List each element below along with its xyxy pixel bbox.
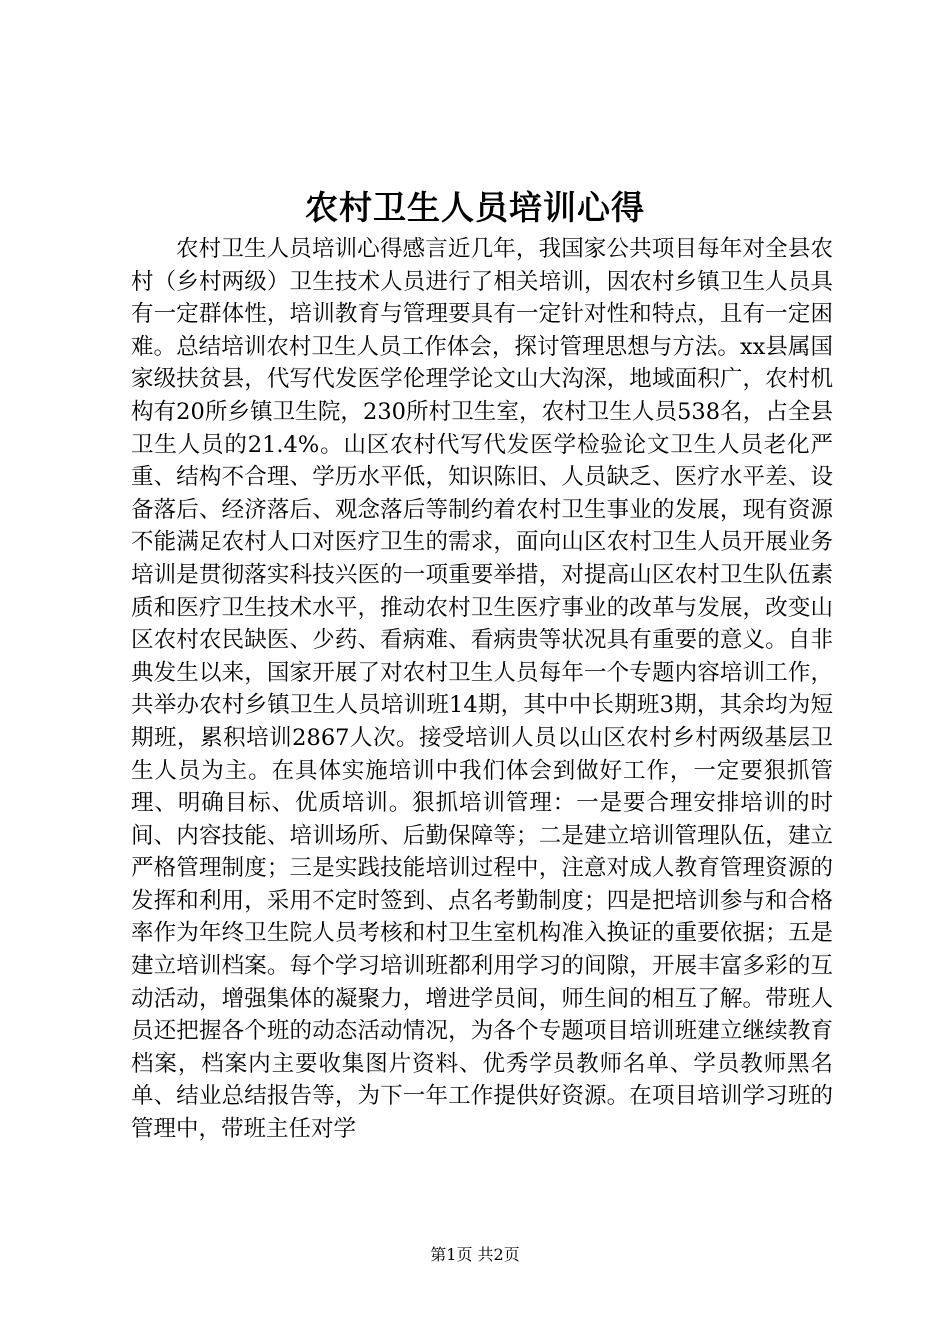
page-number: 第1页 共2页 (430, 1245, 520, 1264)
body-paragraph: 农村卫生人员培训心得感言近几年，我国家公共项目每年对全县农村（乡村两级）卫生技术人员进行了相关培训，因农村乡镇卫生人员具有一定群体性，培训教育与管理要具有一定针对性和特点，且有一定困难。总结培训农村卫生人员工作体会，探讨管理思想与方法。xx县属国家级扶贫县，代写代发医学伦理学论文山大沟深，地域面积广，农村机构有20所乡镇卫生院，230所村卫生室，农村卫生人员538名，占全县卫生人员的21.4%。山区农村代写代发医学检验论文卫生人员老化严重、结构不合理、学历水平低，知识陈旧、人员缺乏、医疗水平差、设备落后、经济落后、观念落后等制约着农村卫生事业的发展，现有资源不能满足农村人口对医疗卫生的需求，面向山区农村卫生人员开展业务培训是贯彻落实科技兴医的一项重要举措，对提高山区农村卫生队伍素质和医疗卫生技术水平，推动农村卫生医疗事业的改革与发展，改变山区农村农民缺医、少药、看病难、看病贵等状况具有重要的意义。自非典发生以来，国家开展了对农村卫生人员每年一个专题内容培训工作，共举办农村乡镇卫生人员培训班14期，其中中长期班3期，其余均为短期班，累积培训2867人次。接受培训人员以山区农村乡村两级基层卫生人员为主。在具体实施培训中我们体会到做好工作，一定要狠抓管理、明确目标、优质培训。狠抓培训管理：一是要合理安排培训的时间、内容技能、培训场所、后勤保障等；二是建立培训管理队伍，建立严格管理制度；三是实践技能培训过程中，注意对成人教育管理资源的发挥和利用，采用不定时签到、点名考勤制度；四是把培训参与和合格率作为年终卫生院人员考核和村卫生室机构准入换证的重要依据；五是建立培训档案。每个学习培训班都利用学习的间隙，开展丰富多彩的互动活动，增强集体的凝聚力，增进学员间，师生间的相互了解。带班人员还把握各个班的动态活动情况，为各个专题项目培训班建立继续教育档案，档案内主要收集图片资料、优秀学员教师名单、学员教师黑名单、结业总结报告等，为下一年工作提供好资源。在项目培训学习班的管理中，带班主任对学 (131, 236, 833, 1143)
page-title: 农村卫生人员培训心得 (305, 188, 645, 227)
